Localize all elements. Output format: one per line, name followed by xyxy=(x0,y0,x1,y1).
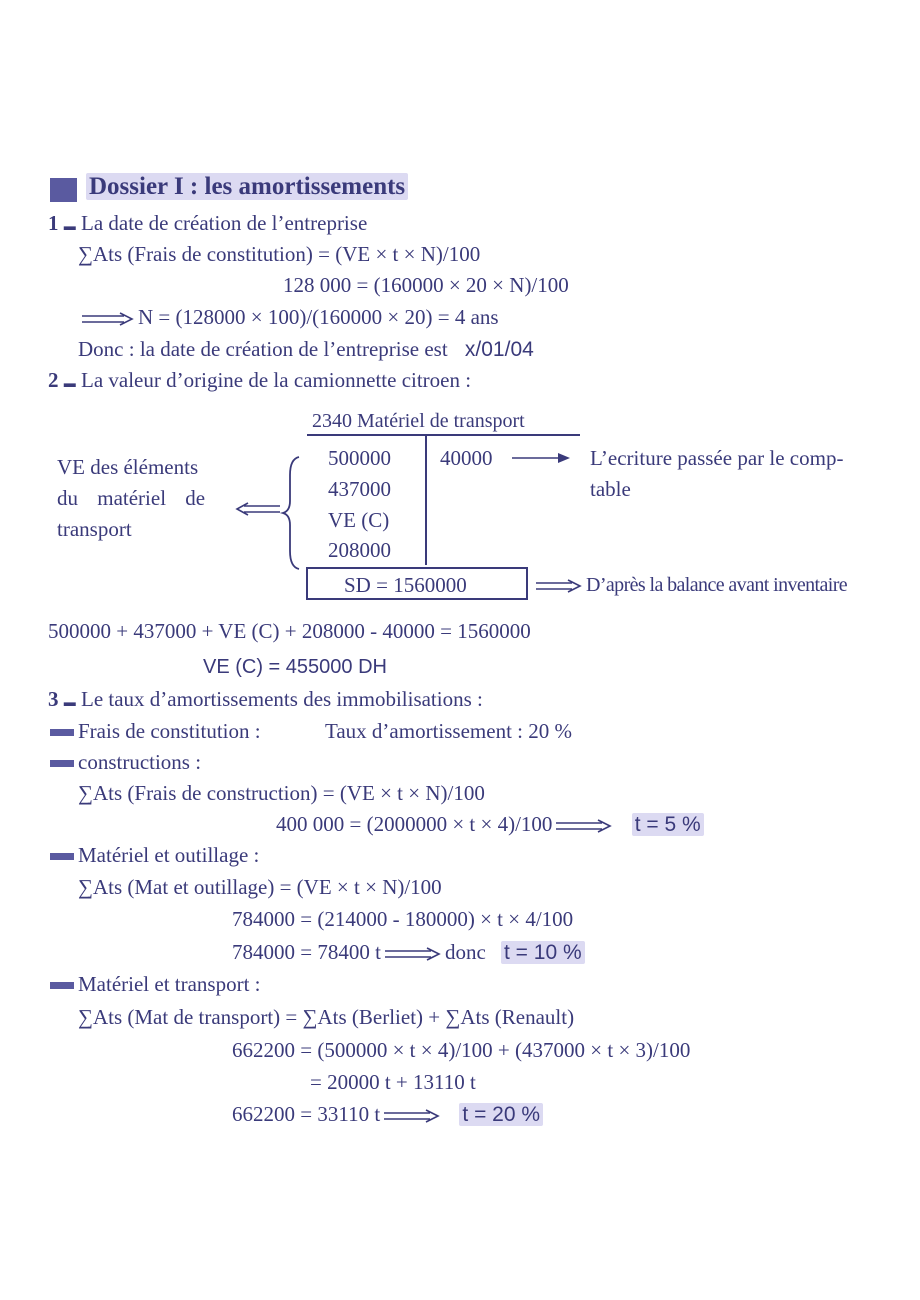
bullet-icon xyxy=(50,729,74,736)
brace-icon xyxy=(282,455,302,570)
implies-arrow-icon xyxy=(536,579,582,593)
q1-calc: 128 000 = (160000 × 20 × N)/100 xyxy=(283,273,569,297)
transport-calc1: 662200 = (500000 × t × 4)/100 + (437000 × t × 3)/100 xyxy=(232,1038,691,1062)
balance-note: D’après la balance avant inventaire xyxy=(536,573,847,597)
q2-equation: 500000 + 437000 + VE (C) + 208000 - 40000 = 1560000 xyxy=(48,619,531,643)
arrow-left-icon xyxy=(236,502,280,516)
transport-formula: ∑Ats (Mat de transport) = ∑Ats (Berliet) + ∑Ats (Renault) xyxy=(78,1005,575,1029)
q3-title: 3 ▬ Le taux d’amortissements des immobilisations : xyxy=(48,687,483,711)
balance-value: SD = 1560000 xyxy=(344,573,467,597)
heading-square-icon xyxy=(50,178,77,202)
account-top-rule xyxy=(307,434,580,436)
q1-date: x/01/04 xyxy=(464,338,534,361)
credit-note: L’ecriture passée par le comp- table xyxy=(590,446,844,501)
arrow-right-icon xyxy=(512,451,572,465)
q1-result: N = (128000 × 100)/(160000 × 20) = 4 ans xyxy=(78,305,499,329)
implies-arrow-icon xyxy=(385,947,441,961)
side-label: VE des éléments du matériel de transport xyxy=(57,455,206,541)
bullet-icon xyxy=(50,853,74,860)
q2-result: VE (C) = 455000 DH xyxy=(203,656,387,678)
constructions-label: constructions : xyxy=(78,750,202,774)
constructions-calc: 400 000 = (2000000 × t × 4)/100 t = 5 % xyxy=(276,812,704,837)
frais-label: Frais de constitution : xyxy=(78,719,261,743)
q2-title: 2 ▬ La valeur d’origine de la camionnette citroen : xyxy=(48,368,472,392)
q1-conclusion: Donc : la date de création de l’entreprise est x/01/04 xyxy=(78,337,534,361)
credit-entry: 40000 xyxy=(440,446,493,470)
bullet-icon xyxy=(50,982,74,989)
account-title: 2340 Matériel de transport xyxy=(312,410,525,432)
materiel-formula: ∑Ats (Mat et outillage) = (VE × t × N)/100 xyxy=(78,875,442,899)
constructions-result: t = 5 % xyxy=(632,813,704,836)
account-center-rule xyxy=(425,434,427,565)
section-heading: Dossier I : les amortissements xyxy=(86,173,408,201)
transport-result: t = 20 % xyxy=(459,1103,543,1126)
constructions-formula: ∑Ats (Frais de construction) = (VE × t × N)/100 xyxy=(78,781,485,805)
q1-title: 1 ▬ La date de création de l’entreprise xyxy=(48,211,368,235)
implies-arrow-icon xyxy=(384,1109,440,1123)
bullet-icon xyxy=(50,760,74,767)
materiel-calc1: 784000 = (214000 - 180000) × t × 4/100 xyxy=(232,907,574,931)
materiel-label: Matériel et outillage : xyxy=(78,843,260,867)
frais-rate: Taux d’amortissement : 20 % xyxy=(325,719,572,743)
q1-formula: ∑Ats (Frais de constitution) = (VE × t × N)/100 xyxy=(78,242,481,266)
debit-entry: 208000 xyxy=(328,538,391,562)
implies-arrow-icon xyxy=(82,312,134,326)
materiel-result: t = 10 % xyxy=(501,941,585,964)
transport-label: Matériel et transport : xyxy=(78,972,261,996)
implies-arrow-icon xyxy=(556,819,612,833)
debit-entry: 500000 xyxy=(328,446,391,470)
materiel-calc2: 784000 = 78400 t donc t = 10 % xyxy=(232,940,585,965)
transport-calc2: = 20000 t + 13110 t xyxy=(310,1070,476,1094)
debit-entry: VE (C) xyxy=(328,508,390,532)
transport-calc3: 662200 = 33110 t t = 20 % xyxy=(232,1102,543,1127)
debit-entry: 437000 xyxy=(328,477,391,501)
